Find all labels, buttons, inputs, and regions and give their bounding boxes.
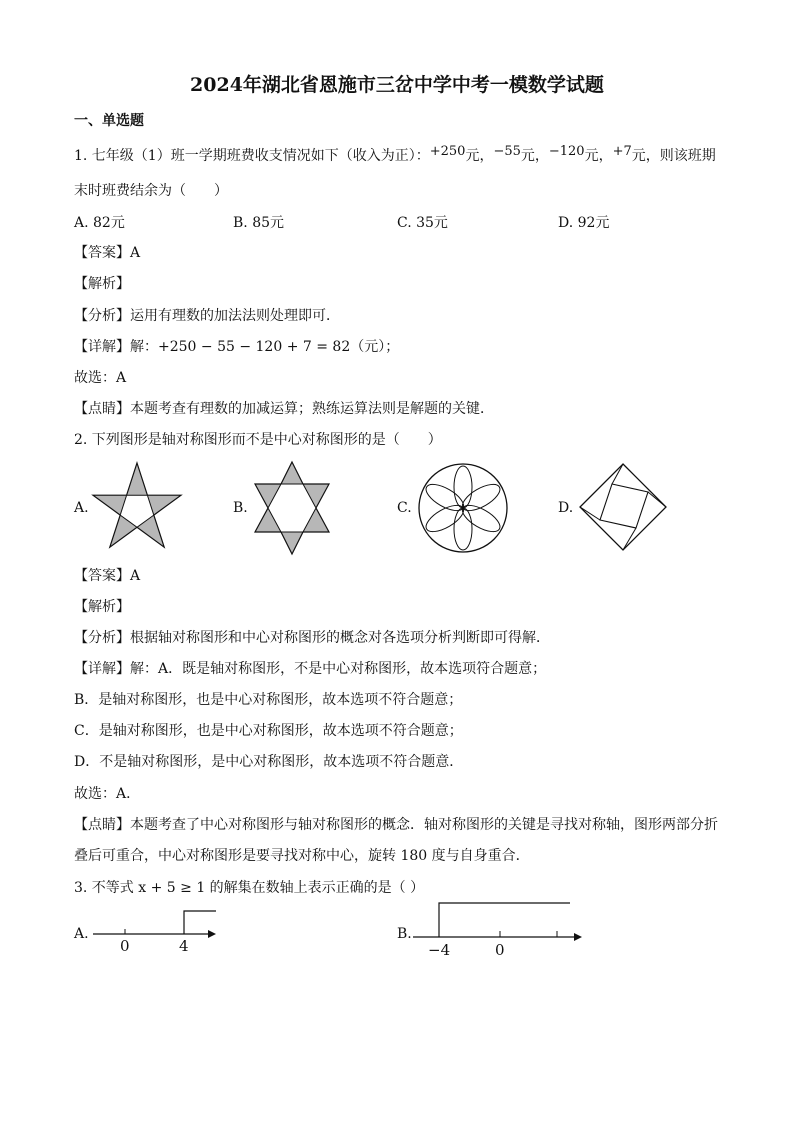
q2-option-b-explain: B．是轴对称图形，也是中心对称图形，故本选项不符合题意； [74,692,463,708]
q1-answer: 【答案】A [74,245,141,261]
flower-circle-figure [416,461,510,555]
q2-option-c-explain: C．是轴对称图形，也是中心对称图形，故本选项不符合题意； [74,723,463,739]
section-heading: 一、单选题 [74,113,144,129]
star-pentagram-figure [90,460,184,554]
q1-analysis: 【解析】 [74,276,130,292]
q3-stem: 3. 不等式 x + 5 ≥ 1 的解集在数轴上表示正确的是（ ） [74,880,425,896]
q1-option-c: C. 35元 [397,215,448,231]
q1-guxuan: 故选：A [74,370,127,386]
q3-option-b-label: B. [397,926,412,942]
q1-stem-line1 [74,146,716,167]
q1-value-1: +250 [429,144,466,159]
axis-arrow [574,933,582,941]
q1-stem-text: 1. 七年级（1）班一学期班费收支情况如下（收入为正）： [74,148,430,164]
q2-label-b: B. [233,500,248,516]
q1-xiangjie: 【详解】解：+250 − 55 − 120 + 7 = 82（元）； [74,339,400,355]
q3b-tick-label-0: 0 [495,941,505,959]
diamond-connectors [580,464,666,550]
hexagram-figure [252,460,332,556]
q1-unit-2: 元 [520,148,535,164]
q1-unit-3: 元 [584,148,599,164]
q2-option-d-explain: D．不是轴对称图形，是中心对称图形，故本选项不符合题意． [74,754,464,770]
q1-value-2: −55 [493,144,521,159]
q2-label-a: A. [74,500,89,516]
q1-stem-tail: ，则该班期 [645,148,716,164]
petals [422,466,504,550]
q1-unit-4: 元 [631,148,646,164]
q1-stem-line2: 末时班费结余为（ ） [74,183,228,199]
outer-diamond [580,464,666,550]
q2-label-c: C. [397,500,412,516]
q1-sep-2: ， [534,148,549,164]
q1-value-4: +7 [612,144,632,159]
q2-guxuan: 故选：A． [74,786,141,802]
q3a-tick-label-4: 4 [179,937,189,955]
q1-option-b: B. 85元 [233,215,285,231]
solution-bracket [184,911,216,934]
q3-number-line-a [90,905,220,955]
q3-option-a-label: A. [74,926,89,942]
q1-option-a: A. 82元 [74,215,125,231]
q1-fenxi: 【分析】运用有理数的加法法则处理即可． [74,308,340,324]
q2-xiangjie: 【详解】解：A．既是轴对称图形，不是中心对称图形，故本选项符合题意； [74,661,547,677]
q2-dianjing-1: 【点睛】本题考查了中心对称图形与轴对称图形的概念．轴对称图形的关键是寻找对称轴，图形两部分折 [74,817,718,833]
q1-dianjing: 【点睛】本题考查有理数的加减运算；熟练运算法则是解题的关键． [74,401,494,417]
q1-option-d: D. 92元 [558,215,610,231]
q3a-tick-label-0: 0 [120,937,130,955]
q1-value-3: −120 [548,144,585,159]
q2-stem: 2. 下列图形是轴对称图形而不是中心对称图形的是（ ） [74,432,442,448]
page-title: 2024年湖北省恩施市三岔中学中考一模数学试题 [190,74,604,96]
solution-bracket [439,903,570,937]
q3b-tick-label-neg4: −4 [428,941,451,959]
inner-square [600,484,648,528]
q2-answer: 【答案】A [74,568,141,584]
q2-analysis: 【解析】 [74,599,130,615]
diamond-square-figure [578,462,668,552]
q1-unit-1: 元 [465,148,480,164]
q2-dianjing-2: 叠后可重合，中心对称图形是要寻找对称中心，旋转 180 度与自身重合． [74,848,530,864]
q2-fenxi: 【分析】根据轴对称图形和中心对称图形的概念对各选项分析判断即可得解． [74,630,550,646]
q1-sep-3: ， [598,148,613,164]
axis-arrow [208,930,216,938]
q1-sep-1: ， [479,148,494,164]
q2-label-d: D. [558,500,574,516]
